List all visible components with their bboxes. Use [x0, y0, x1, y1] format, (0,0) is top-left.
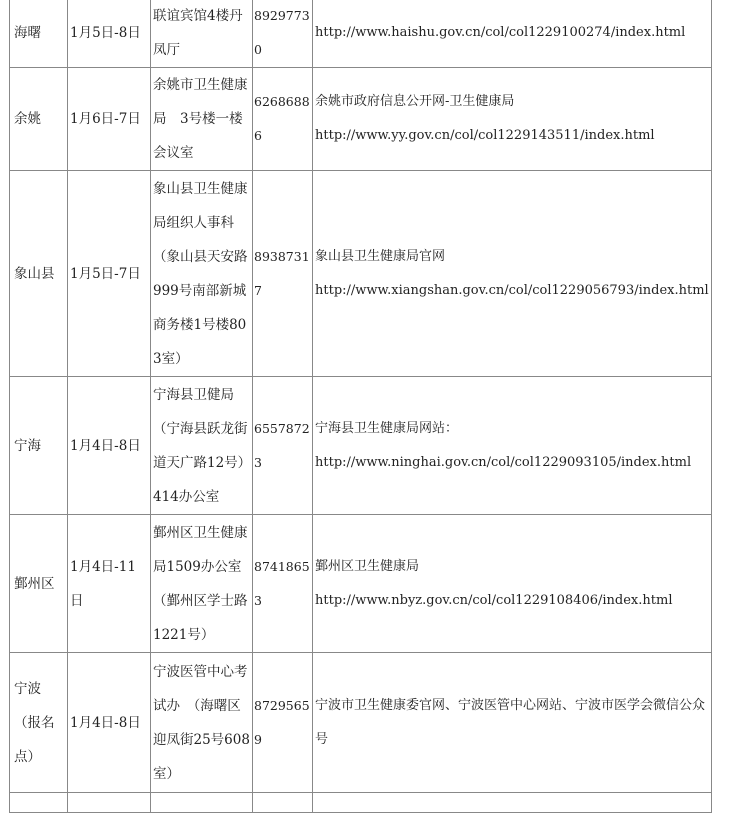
- region-cell: 鄞州区: [10, 515, 68, 653]
- dates-cell: 1月6日-7日: [68, 68, 151, 171]
- table-row: [10, 653, 712, 793]
- dates-cell: 1月4日-8日: [68, 653, 151, 793]
- table-row: [10, 171, 712, 377]
- location-cell: 象山县卫生健康局组织人事科（象山县天安路999号南部新城商务楼1号楼803室）: [151, 171, 253, 377]
- region-cell: 余姚: [10, 68, 68, 171]
- table-row: [10, 68, 712, 171]
- info-text: 宁波市卫生健康委官网、宁波医管中心网站、宁波市医学会微信公众号: [315, 697, 706, 747]
- info-url[interactable]: http://www.ninghai.gov.cn/col/col1229093105/index.html: [315, 454, 692, 470]
- table-row: [10, 793, 712, 813]
- info-cell: [313, 515, 712, 653]
- info-url[interactable]: http://www.yy.gov.cn/col/col1229143511/index.html: [315, 128, 655, 143]
- phone-cell: 62686886: [253, 68, 313, 171]
- info-url[interactable]: http://www.xiangshan.gov.cn/col/col1229056793/index.html: [315, 282, 709, 298]
- phone-cell: 87295659: [253, 653, 313, 793]
- location-cell: 宁波医管中心考试办 （海曙区迎凤街25号608室）: [151, 653, 253, 793]
- info-url[interactable]: http://www.nbyz.gov.cn/col/col1229108406/index.html: [315, 592, 673, 608]
- dates-cell: 1月4日-11日: [68, 515, 151, 653]
- table-row: [10, 377, 712, 515]
- location-cell: 宁海县卫健局（宁海县跃龙街道天广路12号）414办公室: [151, 377, 253, 515]
- info-cell: [313, 377, 712, 515]
- region-cell: 宁海: [10, 377, 68, 515]
- region-cell: 海曙: [10, 0, 68, 68]
- info-text: 象山县卫生健康局官网: [315, 248, 446, 264]
- info-text: 鄞州区卫生健康局: [315, 558, 420, 574]
- dates-cell: 1月5日-7日: [68, 171, 151, 377]
- registration-table: [9, 0, 712, 813]
- table-row: [10, 0, 712, 68]
- region-cell: 象山县: [10, 171, 68, 377]
- info-cell: [313, 171, 712, 377]
- dates-cell: 1月4日-8日: [68, 377, 151, 515]
- dates-cell: 1月5日-8日: [68, 0, 151, 68]
- location-cell: 余姚市卫生健康局 3号楼一楼会议室: [151, 68, 253, 171]
- phone-cell: 87418653: [253, 515, 313, 653]
- info-text: 宁海县卫生健康局网站：: [315, 420, 459, 436]
- info-url[interactable]: http://www.haishu.gov.cn/col/col1229100274/index.html: [315, 24, 686, 40]
- info-cell: [313, 0, 712, 68]
- location-cell: 联谊宾馆4楼丹凤厅: [151, 0, 253, 68]
- info-cell: [313, 653, 712, 793]
- phone-cell: 65578723: [253, 377, 313, 515]
- region-cell: 宁波（报名点）: [10, 653, 68, 793]
- location-cell: 鄞州区卫生健康局1509办公室（鄞州区学士路1221号）: [151, 515, 253, 653]
- info-text: 余姚市政府信息公开网-卫生健康局: [315, 94, 515, 109]
- phone-cell: 89297730: [253, 0, 313, 68]
- table-row: [10, 515, 712, 653]
- info-cell: [313, 68, 712, 171]
- phone-cell: 89387317: [253, 171, 313, 377]
